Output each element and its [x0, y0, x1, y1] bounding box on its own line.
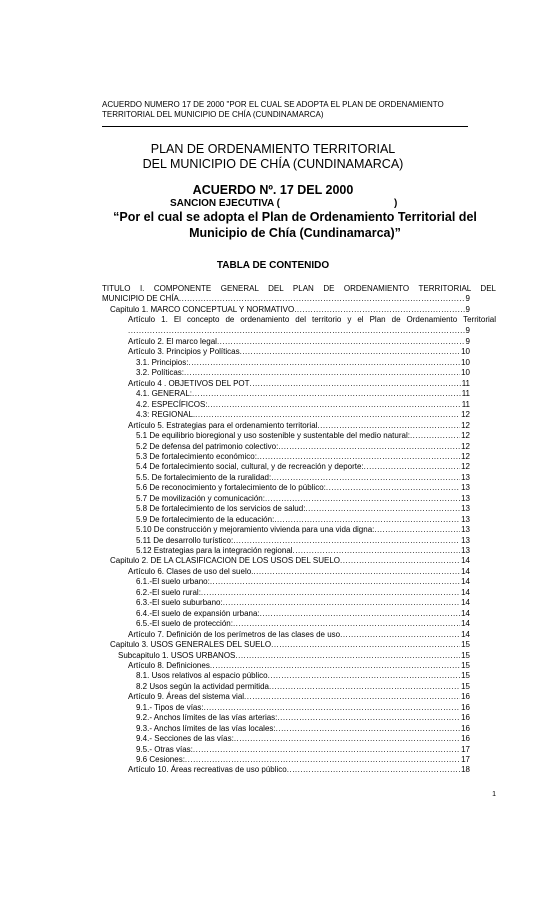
- toc-entry[interactable]: [128, 378, 470, 389]
- toc-leader-dots: [271, 472, 460, 483]
- toc-entry-label: Artículo 3. Principios y Políticas: [128, 347, 240, 357]
- toc-entry-label: Artículo 7. Definición de los perímetros de las clases de uso: [128, 629, 341, 639]
- toc-leader-dots: [185, 754, 460, 765]
- toc-entry[interactable]: [128, 660, 470, 671]
- toc-leader-dots: [326, 482, 460, 493]
- toc-entry[interactable]: [136, 388, 470, 399]
- toc-entry-page: 15: [461, 660, 470, 670]
- page-number: 1: [492, 791, 496, 798]
- toc-entry[interactable]: [136, 597, 470, 608]
- toc-entry[interactable]: [136, 461, 470, 472]
- toc-leader-dots: [210, 576, 460, 587]
- toc-entry[interactable]: [128, 566, 470, 577]
- toc-entry-page: 9: [465, 337, 470, 346]
- toc-entry-label: 8.2 Usos según la actividad permitida: [136, 681, 269, 691]
- toc-entry-page: 14: [461, 629, 470, 639]
- toc-entry[interactable]: [136, 754, 470, 765]
- document-title-line-2: DEL MUNICIPIO DE CHÍA (CUNDINAMARCA): [142, 157, 404, 171]
- toc-leader-dots: [410, 430, 460, 441]
- toc-leader-dots: [269, 681, 460, 692]
- toc-leader-dots: [233, 535, 460, 546]
- toc-leader-dots: [277, 712, 460, 723]
- toc-entry-label: 3.2. Políticas:: [136, 368, 185, 378]
- toc-leader-dots: [374, 524, 460, 535]
- toc-entry-label: 5.6 De reconocimiento y fortalecimiento de lo público:: [136, 483, 326, 493]
- toc-entry-label: Artículo 2. El marco legal: [128, 337, 217, 346]
- subtitle-line-1: “Por el cual se adopta el Plan de Ordenamiento Territorial del: [113, 210, 477, 224]
- toc-entry-page: 15: [461, 671, 470, 681]
- toc-leader-dots: [244, 691, 460, 702]
- toc-heading: TABLA DE CONTENIDO: [216, 260, 330, 271]
- toc-leader-dots: [340, 555, 460, 566]
- toc-entry[interactable]: [136, 482, 470, 493]
- toc-entry[interactable]: [136, 399, 470, 410]
- sancion-ejecutiva: [170, 198, 398, 209]
- toc-leader-dots: [204, 702, 461, 713]
- toc-entry-page: 16: [461, 713, 470, 723]
- toc-entry-page: 10: [461, 368, 470, 378]
- toc-entry-page: 12: [461, 420, 470, 430]
- acuerdo-heading: ACUERDO Nº. 17 DEL 2000: [192, 183, 354, 197]
- toc-entry-page: 16: [461, 734, 470, 744]
- toc-leader-dots: [317, 420, 460, 431]
- toc-entry-page: 13: [461, 493, 470, 503]
- toc-entry-label: 9.1.- Tipos de vías:: [136, 702, 204, 712]
- toc-leader-dots: [240, 346, 460, 357]
- toc-leader-dots: [305, 503, 460, 514]
- toc-leader-dots: [287, 764, 460, 775]
- toc-entry-page: 12: [461, 410, 470, 420]
- toc-leader-dots: [217, 336, 465, 347]
- toc-entry[interactable]: [136, 545, 470, 556]
- toc-leader-dots: [235, 650, 460, 661]
- toc-entry-page: 18: [461, 765, 470, 775]
- toc-entry-page: 11: [461, 389, 470, 399]
- toc-entry-label: 5.5. De fortalecimiento de la ruralidad:: [136, 472, 272, 482]
- toc-leader-dots: [233, 618, 460, 629]
- toc-leader-dots: [223, 597, 460, 608]
- toc-entry-label: 9.4.- Secciones de las vías:: [136, 734, 234, 744]
- toc-entry[interactable]: [136, 493, 470, 504]
- toc-entry-page: 12: [461, 431, 470, 441]
- toc-leader-dots: [208, 399, 461, 410]
- toc-entry-page: 13: [461, 525, 470, 535]
- toc-leader-dots: [293, 545, 461, 556]
- toc-entry-page: 10: [461, 357, 470, 367]
- toc-entry-label: 9.6 Cesiones:: [136, 755, 185, 764]
- toc-entry[interactable]: [136, 576, 470, 587]
- toc-entry-page: 17: [461, 755, 470, 764]
- toc-entry-page: 17: [461, 744, 470, 754]
- toc-leader-dots: [364, 461, 460, 472]
- toc-entry[interactable]: [136, 587, 470, 598]
- toc-leader-dots: [192, 388, 461, 399]
- toc-entry-label: 6.2.-El suelo rural:: [136, 587, 201, 597]
- toc-entry-label: 6.1.-El suelo urbano:: [136, 577, 210, 587]
- toc-entry-label: 8.1. Usos relativos al espacio público: [136, 671, 268, 681]
- toc-entry-label: 5.11 De desarrollo turístico:: [136, 535, 234, 545]
- toc-entry[interactable]: [136, 744, 470, 755]
- toc-entry-label: 3.1. Principios:: [136, 357, 189, 367]
- toc-entry[interactable]: [128, 764, 470, 775]
- toc-leader-dots: [253, 566, 460, 577]
- toc-leader-dots: [274, 514, 460, 525]
- toc-entry-page: 13: [461, 514, 470, 524]
- toc-entry-label: Artículo 5. Estrategias para el ordenamiento territorial: [128, 420, 318, 430]
- toc-entry-page: 12: [461, 462, 470, 472]
- toc-entry[interactable]: [128, 691, 470, 702]
- toc-leader-dots: [193, 744, 460, 755]
- toc-entry-page: 11: [461, 378, 470, 388]
- toc-leader-dots: [268, 670, 460, 681]
- toc-leader-dots: [250, 378, 461, 389]
- toc-entry-label: 9.2.- Anchos límites de las vías arterias:: [136, 713, 278, 723]
- sancion-label: SANCION EJECUTIVA (: [170, 198, 281, 209]
- toc-entry-label: 5.3 De fortalecimiento económico:: [136, 451, 257, 461]
- toc-entry-label: Capitulo 3. USOS GENERALES DEL SUELO: [110, 640, 272, 650]
- toc-entry-label: 5.8 De fortalecimiento de los servicios de salud:: [136, 504, 306, 514]
- toc-leader-dots: [260, 608, 460, 619]
- toc-entry-page: 13: [461, 472, 470, 482]
- toc-entry[interactable]: [136, 733, 470, 744]
- toc-leader-dots: [188, 357, 460, 368]
- subtitle-line-2: Municipio de Chía (Cundinamarca)”: [189, 226, 401, 240]
- toc-entry-label: 5.1 De equilibrio bioregional y uso sostenible y sustentable del medio natural:: [136, 431, 410, 441]
- toc-entry-label: Artículo 4 . OBJETIVOS DEL POT: [128, 378, 250, 388]
- toc-entry[interactable]: [128, 420, 470, 431]
- toc-entry-label: 6.3.-El suelo suburbano:: [136, 598, 223, 608]
- toc-entry-label: Artículo 8. Definiciones: [128, 660, 210, 670]
- toc-entry[interactable]: [128, 346, 470, 357]
- toc-entry-page: 16: [461, 692, 470, 702]
- toc-leader-dots: [234, 733, 460, 744]
- toc-entry[interactable]: [136, 524, 470, 535]
- toc-entry[interactable]: [136, 618, 470, 629]
- toc-entry-page: 16: [461, 723, 470, 733]
- toc-entry[interactable]: [128, 336, 470, 347]
- toc-entry-page: 15: [461, 640, 470, 650]
- toc-entry-label: 4.1. GENERAL:: [136, 389, 193, 399]
- toc-entry-page: 15: [461, 681, 470, 691]
- toc-entry[interactable]: [136, 367, 470, 378]
- toc-articulo-1-line-1: Artículo 1. El concepto de ordenamiento del territorio y el Plan de Ordenamiento Territorial: [128, 315, 496, 324]
- toc-entry-label: Artículo 10. Áreas recreativas de uso público: [128, 765, 287, 775]
- toc-leader-dots: [278, 441, 460, 452]
- header-rule: [102, 126, 468, 127]
- toc-leader-dots: [201, 587, 460, 598]
- toc-titulo-1-line-1: TITULO I. COMPONENTE GENERAL DEL PLAN DE ORDENAMIENTO TERRITORIAL DEL: [102, 284, 496, 293]
- toc-entry[interactable]: [118, 650, 470, 661]
- toc-leader-dots: [210, 660, 460, 671]
- toc-entry[interactable]: [136, 441, 470, 452]
- toc-entry[interactable]: MUNICIPIO DE CHÍA ..... 9: [102, 293, 470, 304]
- toc-entry[interactable]: [136, 712, 470, 723]
- toc-entry[interactable]: [110, 639, 470, 650]
- toc-entry-page: 14: [461, 608, 470, 618]
- toc-entry-label: 6.4.-El suelo de expansión urbana:: [136, 608, 260, 618]
- toc-leader-dots: [276, 723, 460, 734]
- sancion-close: ): [394, 198, 398, 209]
- running-header: [102, 100, 496, 120]
- toc-entry-label: 5.12 Estrategias para la integración regional: [136, 546, 293, 555]
- toc-entry-page: 16: [461, 702, 470, 712]
- toc-entry[interactable]: [136, 503, 470, 514]
- toc-entry-label: Artículo 9. Áreas del sistema vial: [128, 692, 245, 702]
- toc-entry-page: 13: [461, 546, 470, 555]
- toc-entry-page: 11: [461, 399, 470, 409]
- toc-entry-label: 5.7 De movilización y comunicación:: [136, 493, 265, 503]
- toc-entry[interactable]: [136, 535, 470, 546]
- toc-entry[interactable]: Capitulo 1. MARCO CONCEPTUAL Y NORMATIVO ..... 9: [110, 304, 470, 315]
- toc-entry-page: 14: [461, 587, 470, 597]
- toc-leader-dots: [184, 367, 460, 378]
- header-line-2: TERRITORIAL DEL MUNICIPIO DE CHÍA (CUNDINAMARCA): [102, 110, 324, 119]
- document-title-line-1: PLAN DE ORDENAMIENTO TERRITORIAL: [150, 142, 396, 156]
- toc-entry-label: 9.5.- Otras vías:: [136, 744, 193, 754]
- toc-entry-page: 14: [461, 566, 470, 576]
- toc-entry-page: 12: [461, 451, 470, 461]
- toc-leader-dots: [257, 451, 460, 462]
- toc-entry-page: 10: [461, 347, 470, 357]
- toc-entry-label: 5.4 De fortalecimiento social, cultural, y de recreación y deporte:: [136, 462, 364, 472]
- toc-leader-dots: [265, 493, 460, 504]
- toc-entry[interactable]: [136, 514, 470, 525]
- toc-entry-label: 5.10 De construcción y mejoramiento vivienda para una vida digna:: [136, 525, 375, 535]
- toc-entry-label: 4.3: REGIONAL.: [136, 410, 196, 420]
- toc-entry-page: 13: [461, 504, 470, 514]
- toc-entry-label: 6.5.-El suelo de protección:: [136, 619, 233, 629]
- toc-entry[interactable]: [136, 670, 470, 681]
- toc-entry-label: 9.3.- Anchos límites de las vías locales:: [136, 723, 276, 733]
- toc-entry[interactable]: [136, 472, 470, 483]
- header-line-1: ACUERDO NUMERO 17 DE 2000 "POR EL CUAL SE ADOPTA EL PLAN DE ORDENAMIENTO: [102, 100, 444, 109]
- toc-entry[interactable]: [136, 681, 470, 692]
- toc-entry[interactable]: [136, 723, 470, 734]
- toc-entry-label: 5.9 De fortalecimiento de la educación:: [136, 514, 275, 524]
- toc-entry-page: 13: [461, 535, 470, 545]
- toc-entry[interactable]: [136, 430, 470, 441]
- toc-entry-page: 12: [461, 441, 470, 451]
- toc-entry[interactable]: [128, 629, 470, 640]
- toc-entry[interactable]: [136, 608, 470, 619]
- toc-entry-label: Subcapitulo 1. USOS URBANOS: [118, 650, 236, 660]
- toc-entry-label: 4.2. ESPECÍFICOS:: [136, 399, 208, 409]
- toc-entry[interactable]: [110, 555, 470, 566]
- toc-entry-page: 14: [461, 598, 470, 608]
- toc-entry-page: 13: [461, 483, 470, 493]
- toc-leader-dots: [195, 409, 460, 420]
- toc-entry[interactable]: [136, 357, 470, 368]
- toc-entry-page: 14: [461, 556, 470, 566]
- toc-entry[interactable]: ..... 9: [128, 325, 470, 336]
- toc-entry-label: 5.2 De defensa del patrimonio colectivo:: [136, 441, 279, 451]
- toc-leader-dots: [271, 639, 460, 650]
- toc-entry[interactable]: [136, 702, 470, 713]
- toc-entry[interactable]: [136, 409, 470, 420]
- toc-entry-label: Capitulo 2. DE LA CLASIFICACION DE LOS USOS DEL SUELO: [110, 556, 341, 566]
- toc-entry-page: 14: [461, 577, 470, 587]
- toc-leader-dots: [340, 629, 460, 640]
- toc-entry-page: 14: [461, 619, 470, 629]
- toc-entry-page: 15: [461, 650, 470, 660]
- toc-entry[interactable]: [136, 451, 470, 462]
- toc-entry-label: Artículo 6. Clases de uso del suelo.: [128, 566, 254, 576]
